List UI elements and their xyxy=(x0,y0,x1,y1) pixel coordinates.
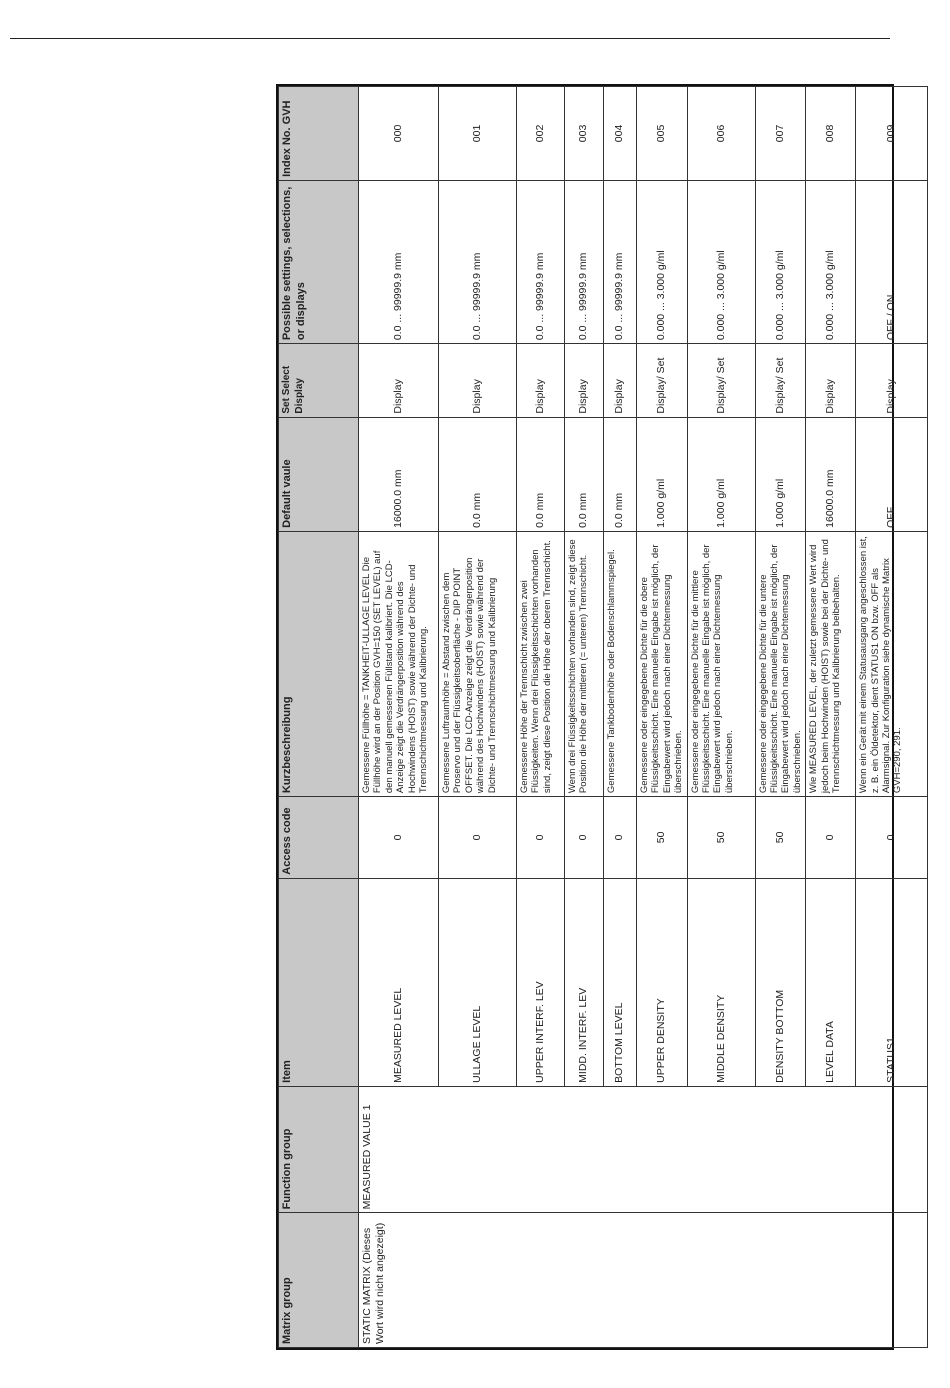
header-default-value: Default vaule xyxy=(279,417,359,531)
default-value-cell: 16000.0 mm xyxy=(359,417,439,531)
index-cell: 001 xyxy=(439,87,517,181)
item-cell: MIDDLE DENSITY xyxy=(687,878,755,1086)
index-cell: 004 xyxy=(604,87,637,181)
description-cell: Gemessene Luftraumhöhe = Abstand zwischen dem Proservo und der Flüssigkeitsoberfläche - DIP POINT OFFSET. Die LCD-Anzeige zeigt die Verdrängerposition während des Hochwindens (HOIST) sowie während der Dichte- und Trennschichtmessung und Kalibrierung xyxy=(439,531,517,796)
default-value-cell: 0.0 mm xyxy=(439,417,517,531)
possible-settings-cell: 0.0 ... 99999.9 mm xyxy=(517,180,565,343)
static-matrix-table xyxy=(278,86,928,1348)
table-header-row xyxy=(279,87,359,1348)
possible-settings-cell: 0.0 ... 99999.9 mm xyxy=(565,180,604,343)
index-cell: 000 xyxy=(359,87,439,181)
item-cell: UPPER INTERF. LEV xyxy=(517,878,565,1086)
matrix-group-cell: STATIC MATRIX (Dieses Wort wird nicht angezeigt) xyxy=(359,1213,928,1348)
default-value-cell: 1.000 g/ml xyxy=(755,417,806,531)
item-cell: MIDD. INTERF. LEV xyxy=(565,878,604,1086)
access-code-cell: 50 xyxy=(637,797,688,879)
access-code-cell: 0 xyxy=(359,797,439,879)
default-value-cell: 0.0 mm xyxy=(565,417,604,531)
description-cell: Gemessene oder eingegebene Dichte für die mittlere Flüssigkeitsschicht. Eine manuelle Eingabe ist möglich, der Eingabewert wird jedoch nach einer Dichtemessung überschrieben. xyxy=(687,531,755,796)
index-cell: 006 xyxy=(687,87,755,181)
possible-settings-cell: 0.000 ... 3.000 g/ml xyxy=(687,180,755,343)
item-cell: LEVEL DATA xyxy=(806,878,856,1086)
item-cell: STATUS1 xyxy=(856,878,928,1086)
index-cell: 002 xyxy=(517,87,565,181)
description-cell: Gemessene Tankbodenhöhe oder Bodenschlammspiegel. xyxy=(604,531,637,796)
access-code-cell: 0 xyxy=(517,797,565,879)
access-code-cell: 0 xyxy=(856,797,928,879)
possible-settings-cell: 0.000 ... 3.000 g/ml xyxy=(755,180,806,343)
set-select-display-cell: Display/ Set xyxy=(687,344,755,417)
function-group-cell: MEASURED VALUE 1 xyxy=(359,1086,928,1213)
default-value-cell: 1.000 g/ml xyxy=(637,417,688,531)
access-code-cell: 0 xyxy=(565,797,604,879)
description-cell: Gemessene oder eingegebene Dichte für die untere Flüssigkeitsschicht. Eine manuelle Eingabe ist möglich, der Eingabewert wird jedoch nach einer Dichtemessung überschrieben. xyxy=(755,531,806,796)
default-value-cell: OFF xyxy=(856,417,928,531)
description-cell: Wie MEASURED LEVEL, der zuletzt gemessene Wert wird jedoch beim Hochwinden (HOIST) sowie bei der Dichte- und Trennschichtmessung und Kalibrierung beibehalten. xyxy=(806,531,856,796)
description-cell: Wenn drei Flüssigkeitsschichten vorhanden sind, zeigt diese Position die Höhe der mittleren (= unteren) Trennschicht. xyxy=(565,531,604,796)
set-select-display-cell: Display/ Set xyxy=(755,344,806,417)
index-cell: 003 xyxy=(565,87,604,181)
description-cell: Gemessene Höhe der Trennschicht zwischen zwei Flüssigkeiten. Wenn drei Flüssigkeitsschichten vorhanden sind, zeigt diese Position die Höhe der oberen Trennschicht. xyxy=(517,531,565,796)
header-function-group: Function group xyxy=(279,1086,359,1213)
header-item: Item xyxy=(279,878,359,1086)
set-select-display-cell: Display xyxy=(856,344,928,417)
access-code-cell: 50 xyxy=(687,797,755,879)
set-select-display-cell: Display xyxy=(604,344,637,417)
description-cell: Gemessene Füllhöhe = TANKHEIT-ULLAGE LEVEL Die Füllhöhe wird an der Position GVH=150 (SET LEVEL) auf den manuell gemessenen Füllstand kalibriert. Die LCD-Anzeige zeigt die Verdrängerposition während des Hochwindens (HOIST) sowie während der Dichte- und Trennschichtmessung und Kalibrierung. xyxy=(359,531,439,796)
header-kurzbeschreibung: Kurzbeschreibung xyxy=(279,531,359,796)
item-cell: ULLAGE LEVEL xyxy=(439,878,517,1086)
access-code-cell: 50 xyxy=(755,797,806,879)
index-cell: 007 xyxy=(755,87,806,181)
set-select-display-cell: Display xyxy=(439,344,517,417)
description-cell: Gemessene oder eingegebene Dichte für die obere Flüssigkeitsschicht. Eine manuelle Eingabe ist möglich, der Eingabewert wird jedoch nach einer Dichtemessung überschrieben. xyxy=(637,531,688,796)
set-select-display-cell: Display xyxy=(806,344,856,417)
possible-settings-cell: 0.0 ... 99999.9 mm xyxy=(359,180,439,343)
matrix-table-frame xyxy=(276,84,904,1350)
index-cell: 008 xyxy=(806,87,856,181)
possible-settings-cell: 0.000 ... 3.000 g/ml xyxy=(806,180,856,343)
item-cell: DENSITY BOTTOM xyxy=(755,878,806,1086)
header-matrix-group: Matrix group xyxy=(279,1213,359,1348)
item-cell: MEASURED LEVEL xyxy=(359,878,439,1086)
header-set-select-display: Set Select Display xyxy=(279,344,359,417)
possible-settings-cell: OFF / ON xyxy=(856,180,928,343)
set-select-display-cell: Display xyxy=(517,344,565,417)
default-value-cell: 0.0 mm xyxy=(604,417,637,531)
index-cell: 009 xyxy=(856,87,928,181)
set-select-display-cell: Display xyxy=(565,344,604,417)
access-code-cell: 0 xyxy=(806,797,856,879)
access-code-cell: 0 xyxy=(604,797,637,879)
header-access-code: Access code xyxy=(279,797,359,879)
possible-settings-cell: 0.0 ... 99999.9 mm xyxy=(604,180,637,343)
header-possible-settings: Possible settings, selections, or displays xyxy=(279,180,359,343)
set-select-display-cell: Display/ Set xyxy=(637,344,688,417)
default-value-cell: 1.000 g/ml xyxy=(687,417,755,531)
description-cell: Wenn ein Gerät mit einem Statusausgang angeschlossen ist, z. B. ein Öldetektor, dient STATUS1 ON bzw. OFF als Alarmsignal. Zur Konfiguration siehe dynamische Matrix GVH=290, 291. xyxy=(856,531,928,796)
default-value-cell: 0.0 mm xyxy=(517,417,565,531)
item-cell: UPPER DENSITY xyxy=(637,878,688,1086)
index-cell: 005 xyxy=(637,87,688,181)
possible-settings-cell: 0.000 ... 3.000 g/ml xyxy=(637,180,688,343)
possible-settings-cell: 0.0 ... 99999.9 mm xyxy=(439,180,517,343)
item-cell: BOTTOM LEVEL xyxy=(604,878,637,1086)
table-row xyxy=(359,87,439,1348)
page-header-rule xyxy=(10,38,890,39)
default-value-cell: 16000.0 mm xyxy=(806,417,856,531)
access-code-cell: 0 xyxy=(439,797,517,879)
set-select-display-cell: Display xyxy=(359,344,439,417)
header-index-no: Index No. GVH xyxy=(279,87,359,181)
